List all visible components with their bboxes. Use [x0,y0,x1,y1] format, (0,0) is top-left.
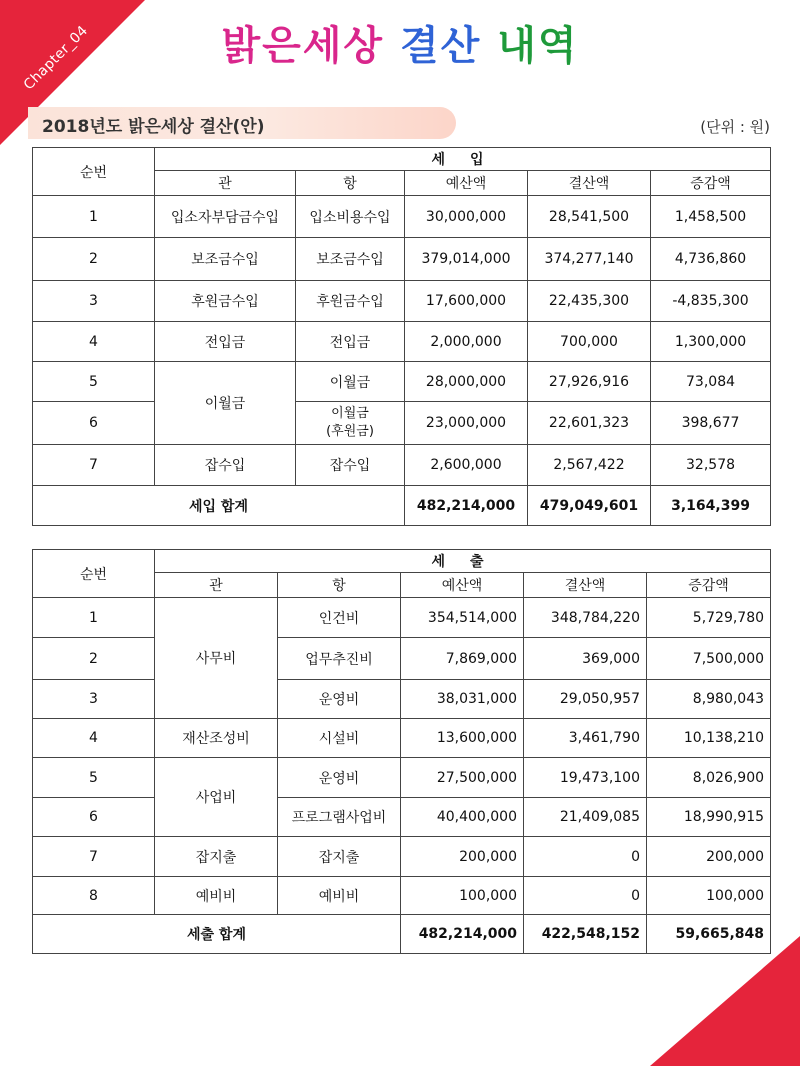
unit-label: (단위 : 원) [700,118,770,136]
table-row [33,598,771,638]
table-row [33,680,771,719]
total-diff: 59,665,848 [647,915,771,954]
cell-diff: 4,736,860 [651,238,771,281]
cell-hang: 프로그램사업비 [278,798,401,837]
cell-gwan: 잡수입 [155,445,296,486]
corner-decoration-bottom-right [650,936,800,1066]
cell-budget: 200,000 [401,837,524,877]
cell-budget: 100,000 [401,877,524,915]
cell-settled: 22,601,323 [528,402,651,445]
cell-hang: 인건비 [278,598,401,638]
cell-no: 5 [33,758,155,798]
cell-hang: 후원금수입 [296,281,405,322]
table-row [33,798,771,837]
header-settled: 결산액 [524,573,647,598]
cell-no: 1 [33,598,155,638]
cell-gwan: 사무비 [155,598,278,719]
cell-hang: 운영비 [278,758,401,798]
total-diff: 3,164,399 [651,486,771,526]
cell-settled: 21,409,085 [524,798,647,837]
total-row [33,915,771,954]
header-hang: 항 [278,573,401,598]
cell-budget: 40,400,000 [401,798,524,837]
cell-hang-line-2: (후원금) [326,424,374,439]
cell-budget: 379,014,000 [405,238,528,281]
cell-no: 1 [33,196,155,238]
total-settled: 422,548,152 [524,915,647,954]
cell-settled: 369,000 [524,638,647,680]
cell-hang-line-1: 이월금 [331,406,369,421]
cell-hang: 보조금수입 [296,238,405,281]
cell-no: 4 [33,719,155,758]
table-row [33,362,771,402]
cell-settled: 29,050,957 [524,680,647,719]
cell-budget: 38,031,000 [401,680,524,719]
header-gwan: 관 [155,573,278,598]
header-section: 세 입 [155,148,771,171]
cell-settled: 22,435,300 [528,281,651,322]
cell-budget: 23,000,000 [405,402,528,445]
title-part-3: 내역 [497,23,579,69]
cell-settled: 700,000 [528,322,651,362]
cell-gwan: 입소자부담금수입 [155,196,296,238]
cell-diff: 73,084 [651,362,771,402]
income-table [32,147,771,526]
table-row [33,837,771,877]
cell-no: 5 [33,362,155,402]
total-budget: 482,214,000 [401,915,524,954]
cell-settled: 27,926,916 [528,362,651,402]
cell-hang: 전입금 [296,322,405,362]
cell-budget: 13,600,000 [401,719,524,758]
cell-settled: 3,461,790 [524,719,647,758]
cell-diff: 1,300,000 [651,322,771,362]
table-row [33,281,771,322]
header-diff: 증감액 [651,171,771,196]
total-budget: 482,214,000 [405,486,528,526]
header-no: 순번 [33,550,155,598]
page-title [0,14,800,71]
cell-hang: 업무추진비 [278,638,401,680]
table-row [33,719,771,758]
cell-diff: 8,980,043 [647,680,771,719]
cell-settled: 19,473,100 [524,758,647,798]
table-row [33,402,771,445]
title-part-1: 밝은세상 [221,23,384,69]
cell-budget: 354,514,000 [401,598,524,638]
cell-diff: 200,000 [647,837,771,877]
cell-no: 2 [33,638,155,680]
cell-gwan: 예비비 [155,877,278,915]
cell-settled: 0 [524,837,647,877]
header-diff: 증감액 [647,573,771,598]
cell-no: 6 [33,402,155,445]
cell-hang: 예비비 [278,877,401,915]
cell-settled: 348,784,220 [524,598,647,638]
cell-hang: 운영비 [278,680,401,719]
cell-no: 3 [33,281,155,322]
expense-header-row [33,550,771,573]
cell-settled: 0 [524,877,647,915]
cell-no: 6 [33,798,155,837]
header-budget: 예산액 [401,573,524,598]
subtitle: 2018년도 밝은세상 결산(안) [42,117,265,137]
total-settled: 479,049,601 [528,486,651,526]
expense-table [32,549,771,954]
cell-budget: 17,600,000 [405,281,528,322]
table-row [33,758,771,798]
cell-diff: 8,026,900 [647,758,771,798]
cell-diff: 100,000 [647,877,771,915]
header-gwan: 관 [155,171,296,196]
table-row [33,877,771,915]
total-row [33,486,771,526]
table-row [33,238,771,281]
table-row [33,445,771,486]
income-header-row [33,148,771,171]
cell-gwan: 재산조성비 [155,719,278,758]
table-row [33,322,771,362]
cell-no: 7 [33,837,155,877]
cell-no: 3 [33,680,155,719]
header-no: 순번 [33,148,155,196]
cell-budget: 2,600,000 [405,445,528,486]
cell-gwan: 보조금수입 [155,238,296,281]
cell-hang: 시설비 [278,719,401,758]
cell-hang: 잡지출 [278,837,401,877]
cell-budget: 30,000,000 [405,196,528,238]
cell-hang [296,402,405,445]
cell-settled: 28,541,500 [528,196,651,238]
cell-hang: 잡수입 [296,445,405,486]
cell-diff: 398,677 [651,402,771,445]
table-row [33,638,771,680]
cell-hang: 이월금 [296,362,405,402]
cell-diff: 32,578 [651,445,771,486]
header-section: 세 출 [155,550,771,573]
cell-gwan: 사업비 [155,758,278,837]
cell-no: 8 [33,877,155,915]
cell-diff: 1,458,500 [651,196,771,238]
cell-gwan: 이월금 [155,362,296,445]
cell-settled: 2,567,422 [528,445,651,486]
total-label: 세입 합계 [33,486,405,526]
cell-gwan: 잡지출 [155,837,278,877]
header-budget: 예산액 [405,171,528,196]
chapter-tag: Chapter_04 [20,22,92,94]
cell-budget: 28,000,000 [405,362,528,402]
header-settled: 결산액 [528,171,651,196]
cell-diff: 7,500,000 [647,638,771,680]
cell-diff: -4,835,300 [651,281,771,322]
cell-hang: 입소비용수입 [296,196,405,238]
cell-budget: 2,000,000 [405,322,528,362]
cell-gwan: 전입금 [155,322,296,362]
cell-budget: 7,869,000 [401,638,524,680]
cell-no: 2 [33,238,155,281]
table-row [33,196,771,238]
cell-gwan: 후원금수입 [155,281,296,322]
cell-budget: 27,500,000 [401,758,524,798]
cell-settled: 374,277,140 [528,238,651,281]
total-label: 세출 합계 [33,915,401,954]
cell-diff: 10,138,210 [647,719,771,758]
cell-no: 7 [33,445,155,486]
cell-diff: 5,729,780 [647,598,771,638]
cell-diff: 18,990,915 [647,798,771,837]
header-hang: 항 [296,171,405,196]
cell-no: 4 [33,322,155,362]
title-part-2: 결산 [400,23,482,69]
